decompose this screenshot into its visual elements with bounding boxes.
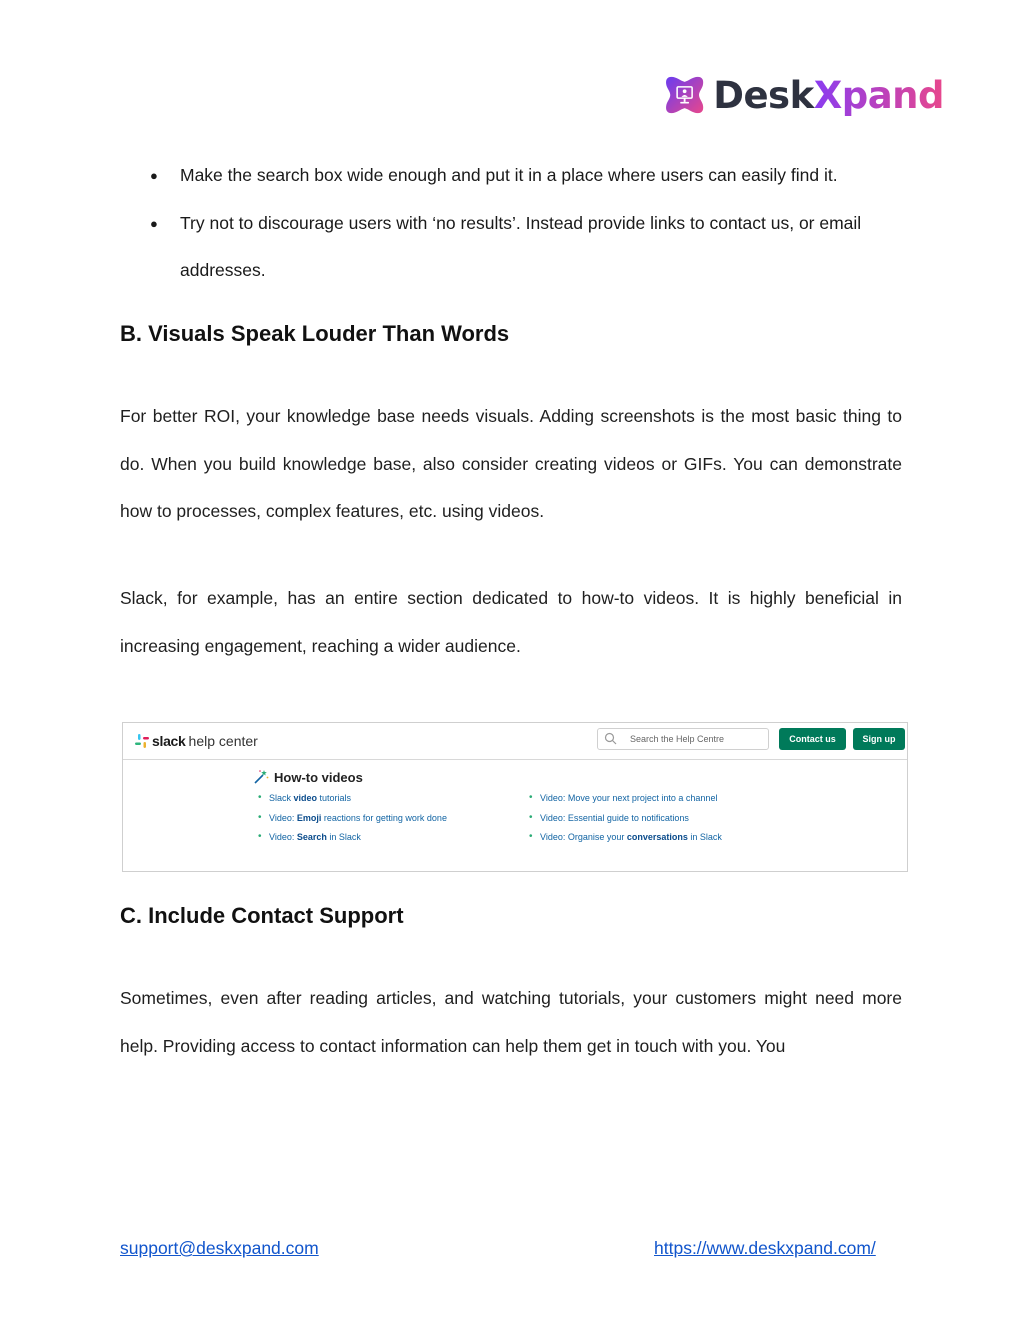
magic-wand-icon <box>253 769 269 785</box>
tips-bullet-list <box>150 152 910 295</box>
brand-name-part1: Desk <box>713 73 814 117</box>
brand-name-part2: Xpand <box>813 73 944 117</box>
section-c-heading: C. Include Contact Support <box>120 903 404 928</box>
slack-search-input[interactable] <box>597 728 769 750</box>
bullet-text: Make the search box wide enough and put it in a place where users can easily find it. <box>180 165 838 185</box>
footer-website-link[interactable]: https://www.deskxpand.com/ <box>654 1238 876 1258</box>
footer-email-link[interactable]: support@deskxpand.com <box>120 1238 319 1258</box>
sign-up-button[interactable]: Sign up <box>853 728 905 750</box>
deskxpand-wordmark <box>713 74 944 117</box>
video-link[interactable]: • Video: Search in Slack <box>258 832 447 852</box>
slack-logo-suffix: help center <box>188 733 258 749</box>
section-b-paragraph-2: Slack, for example, has an entire section dedicated to how-to videos. It is highly beneficial in increasing engagement, reaching a wider audience. <box>120 588 902 656</box>
video-link[interactable]: • Video: Move your next project into a channel <box>529 793 722 813</box>
video-link[interactable]: • Video: Organise your conversations in Slack <box>529 832 722 852</box>
deskxpand-logo <box>664 60 944 130</box>
bullet-item <box>150 200 910 295</box>
bullet-dot-icon: ● <box>150 215 158 231</box>
video-link[interactable]: • Video: Essential guide to notifications <box>529 813 722 833</box>
search-icon <box>604 732 617 745</box>
deskxpand-logo-icon <box>664 62 705 128</box>
slack-header <box>123 723 907 760</box>
bullet-dot-icon: ● <box>150 168 158 183</box>
video-links-right <box>529 793 722 852</box>
how-to-videos-title <box>253 769 363 785</box>
bullet-text: Try not to discourage users with ‘no results’. Instead provide links to contact us, or email addresses. <box>180 212 862 280</box>
video-link[interactable]: • Slack video tutorials <box>258 793 447 813</box>
section-c-paragraph-1: Sometimes, even after reading articles, and watching tutorials, your customers might need more help. Providing access to contact information can help them get in touch with you. You <box>120 988 902 1056</box>
slack-logo-word: slack <box>152 733 186 749</box>
contact-us-button[interactable]: Contact us <box>779 728 846 750</box>
slack-logo <box>135 733 258 749</box>
video-links-left <box>258 793 447 852</box>
section-b-heading: B. Visuals Speak Louder Than Words <box>120 321 510 346</box>
how-to-videos-label: How-to videos <box>274 769 363 785</box>
slack-search-placeholder: Search the Help Centre <box>630 734 725 744</box>
slack-help-center-screenshot <box>122 722 908 872</box>
slack-hash-icon <box>135 734 149 748</box>
section-b-paragraph-1: For better ROI, your knowledge base needs visuals. Adding screenshots is the most basic thing to do. When you build knowledge base, also consider creating videos or GIFs. You can demonstrate how to processes, complex features, etc. using videos. <box>120 406 902 521</box>
video-link[interactable]: • Video: Emoji reactions for getting work done <box>258 813 447 833</box>
bullet-item <box>150 152 910 200</box>
